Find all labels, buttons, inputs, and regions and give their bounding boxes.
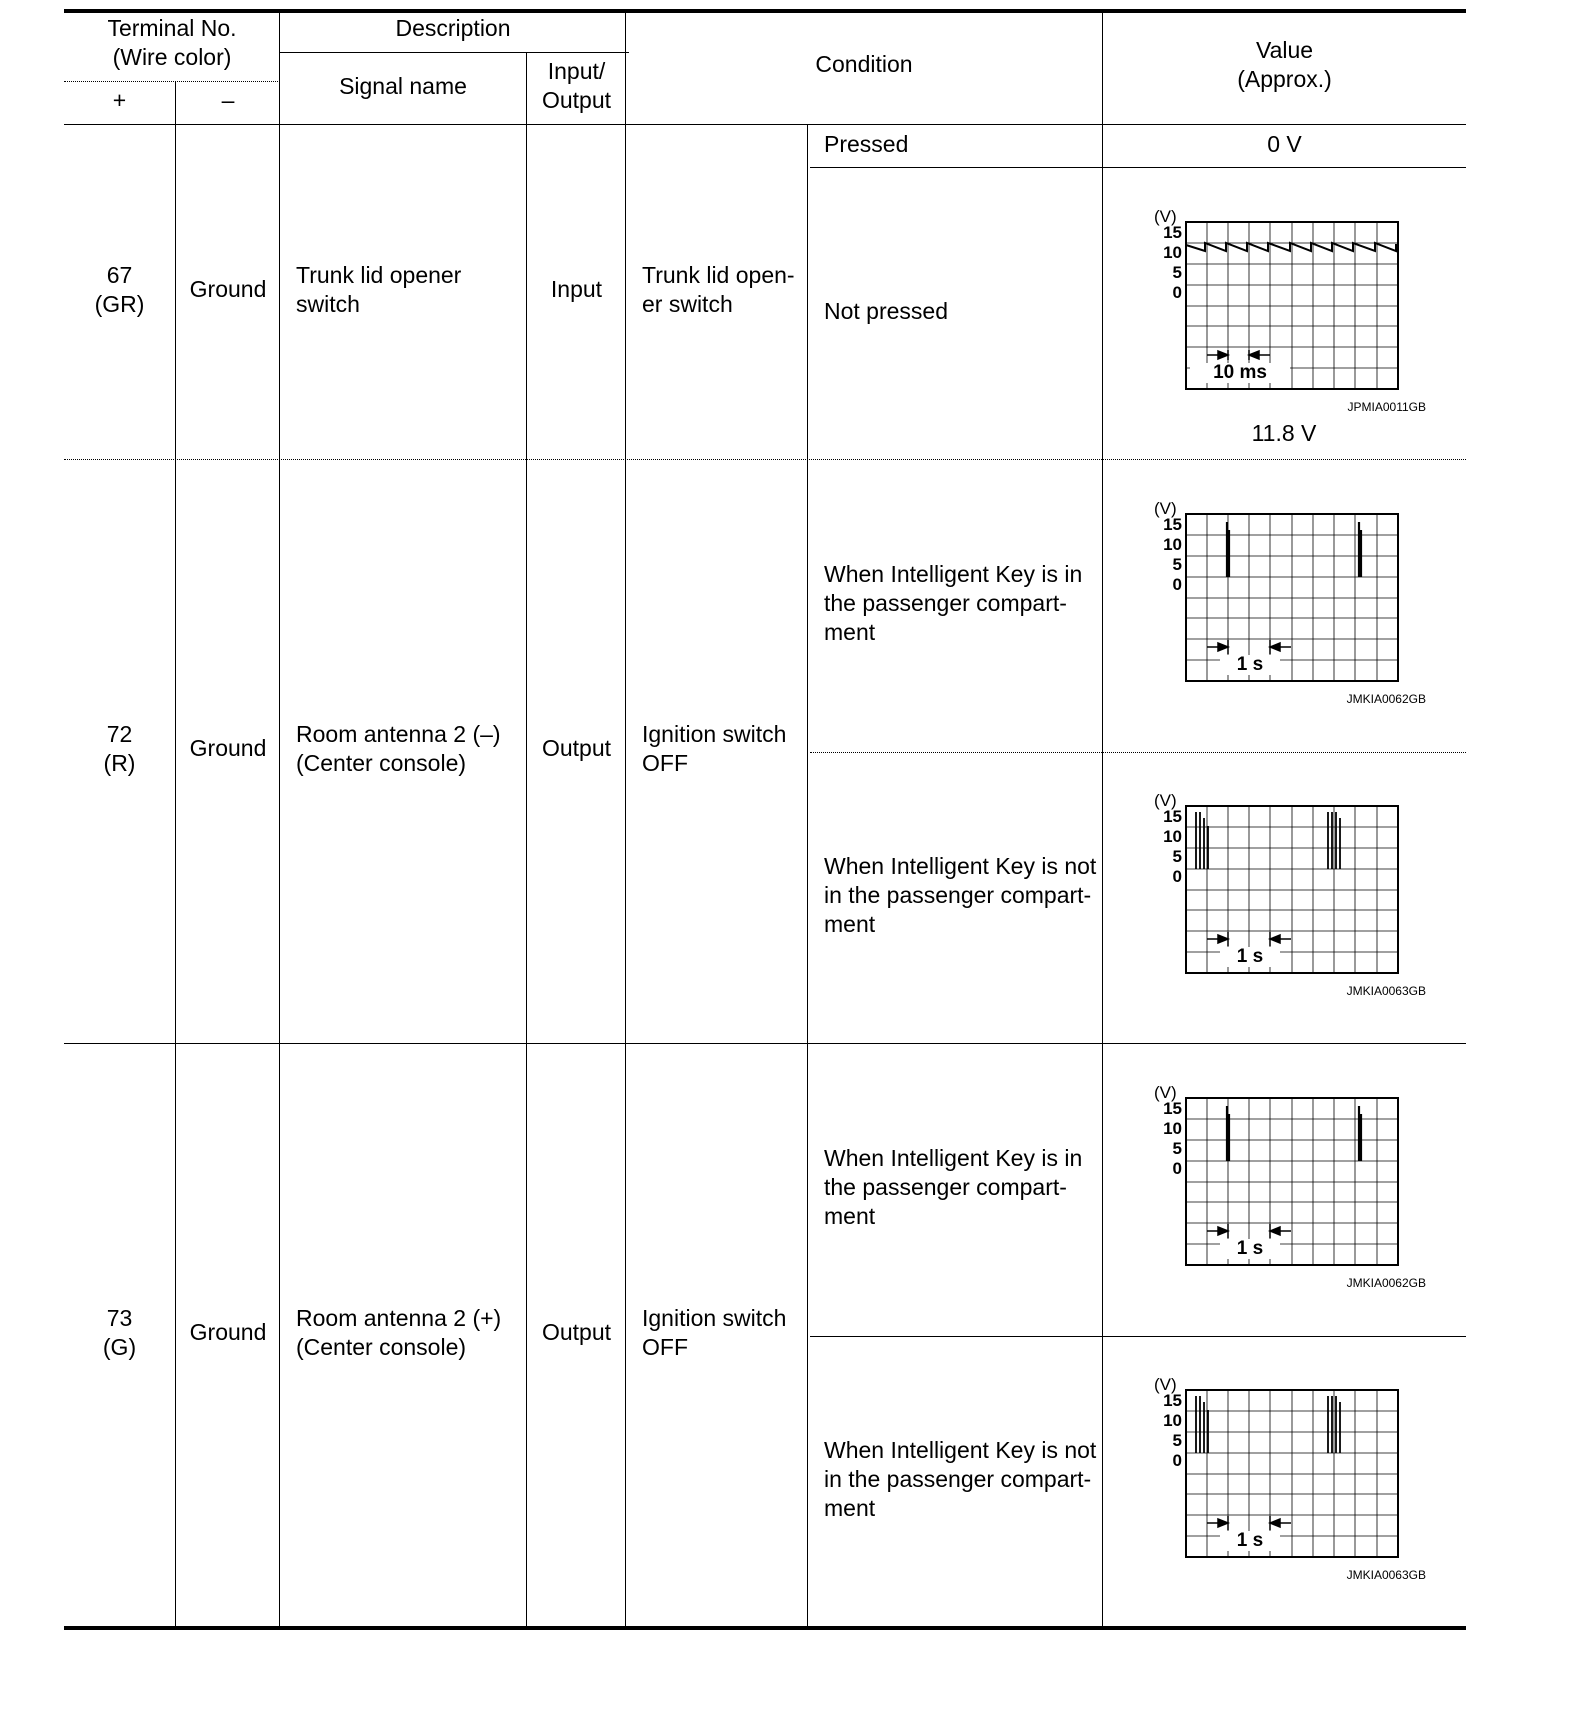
- row67-signal: Trunk lid opener switch: [296, 262, 462, 317]
- waveform-key-not-in-72-code: JMKIA0063GB: [1346, 984, 1426, 998]
- row67-terminal: 67 (GR): [94, 262, 145, 317]
- row73-sub-divider: [810, 1336, 1466, 1337]
- header-plus: +: [112, 87, 127, 113]
- waveform-key-in-73-graph: [1150, 1084, 1445, 1274]
- row72-key-in: When Intelligent Key is in the passenger compart- ment: [824, 561, 1083, 645]
- waveform-key-not-in-72-y0: 0: [1172, 867, 1182, 886]
- header-terminal-no: Terminal No. (Wire color): [107, 15, 237, 70]
- waveform-10ms-y15: 15: [1163, 223, 1182, 242]
- row72-ground: Ground: [189, 735, 267, 761]
- waveform-key-in-72-y15: 15: [1163, 515, 1182, 534]
- terminal-sub-divider: [64, 81, 280, 82]
- col-terminal-plus-minus-divider: [175, 81, 176, 1628]
- waveform-key-not-in-72-y5: 5: [1172, 847, 1182, 866]
- row67-ground: Ground: [189, 276, 267, 302]
- waveform-key-not-in-72: [1150, 792, 1445, 982]
- waveform-key-not-in-72-time: 1 s: [1220, 947, 1280, 967]
- table-top-border: [64, 9, 1466, 13]
- waveform-10ms: [1150, 208, 1445, 398]
- row72-terminal: 72 (R): [103, 721, 136, 776]
- waveform-key-not-in-72-y10: 10: [1163, 827, 1182, 846]
- row73-signal: Room antenna 2 (+) (Center console): [296, 1305, 502, 1360]
- waveform-key-in-73-unit: (V): [1154, 1083, 1177, 1102]
- col-terminal-description-divider: [279, 9, 280, 1628]
- row67-sub-divider: [810, 167, 1466, 168]
- waveform-10ms-unit: (V): [1154, 207, 1177, 226]
- table-bottom-border: [64, 1626, 1466, 1630]
- row72-bottom-border: [64, 1043, 1466, 1044]
- row72-signal: Room antenna 2 (–) (Center console): [296, 721, 501, 776]
- waveform-key-in-73-y10: 10: [1163, 1119, 1182, 1138]
- waveform-key-in-73-y5: 5: [1172, 1139, 1182, 1158]
- waveform-key-in-72: [1150, 500, 1445, 690]
- waveform-key-in-72-time: 1 s: [1220, 655, 1280, 675]
- row72-condition: Ignition switch OFF: [642, 721, 787, 776]
- waveform-10ms-y10: 10: [1163, 243, 1182, 262]
- waveform-key-in-72-unit: (V): [1154, 499, 1177, 518]
- waveform-key-not-in-73-graph: [1150, 1376, 1445, 1566]
- waveform-key-in-73-time: 1 s: [1220, 1239, 1280, 1259]
- header-description: Description: [395, 15, 511, 41]
- col-description-condition-divider: [625, 9, 626, 1628]
- waveform-key-in-73: [1150, 1084, 1445, 1274]
- row73-condition: Ignition switch OFF: [642, 1305, 787, 1360]
- row72-key-not-in: When Intelligent Key is not in the passenger compart- ment: [824, 853, 1097, 937]
- row67-io: Input: [550, 276, 603, 302]
- waveform-10ms-time: 10 ms: [1190, 363, 1290, 383]
- row73-ground: Ground: [189, 1319, 267, 1345]
- waveform-key-not-in-73-y10: 10: [1163, 1411, 1182, 1430]
- waveform-key-in-73-code: JMKIA0062GB: [1346, 1276, 1426, 1290]
- waveform-key-in-72-y0: 0: [1172, 575, 1182, 594]
- header-value: Value (Approx.): [1237, 37, 1332, 92]
- header-condition: Condition: [815, 51, 913, 77]
- col-condition-sub-divider: [807, 124, 808, 1628]
- col-condition-value-divider: [1102, 9, 1103, 1628]
- waveform-key-not-in-72-unit: (V): [1154, 791, 1177, 810]
- header-minus: –: [221, 87, 235, 113]
- row73-key-not-in: When Intelligent Key is not in the passenger compart- ment: [824, 1437, 1097, 1521]
- waveform-key-in-73-y0: 0: [1172, 1159, 1182, 1178]
- waveform-key-in-73-y15: 15: [1163, 1099, 1182, 1118]
- waveform-key-not-in-73: [1150, 1376, 1445, 1566]
- waveform-key-not-in-73-y5: 5: [1172, 1431, 1182, 1450]
- header-input-output: Input/ Output: [541, 58, 612, 113]
- row67-condition: Trunk lid open- er switch: [642, 262, 795, 317]
- waveform-key-in-72-code: JMKIA0062GB: [1346, 692, 1426, 706]
- description-sub-divider: [280, 52, 629, 53]
- waveform-10ms-y5: 5: [1172, 263, 1182, 282]
- waveform-key-not-in-73-code: JMKIA0063GB: [1346, 1568, 1426, 1582]
- row73-io: Output: [541, 1319, 612, 1345]
- waveform-key-not-in-72-y15: 15: [1163, 807, 1182, 826]
- waveform-10ms-y0: 0: [1172, 283, 1182, 302]
- row67-not-pressed-value: 11.8 V: [1251, 420, 1317, 446]
- row73-key-in: When Intelligent Key is in the passenger compart- ment: [824, 1145, 1083, 1229]
- waveform-key-in-72-y10: 10: [1163, 535, 1182, 554]
- waveform-key-in-72-y5: 5: [1172, 555, 1182, 574]
- row67-pressed-value: 0 V: [1267, 131, 1302, 157]
- waveform-key-not-in-73-y15: 15: [1163, 1391, 1182, 1410]
- header-bottom-border: [64, 124, 1466, 125]
- row72-io: Output: [541, 735, 612, 761]
- row67-pressed: Pressed: [824, 131, 909, 157]
- waveform-key-not-in-73-unit: (V): [1154, 1375, 1177, 1394]
- waveform-key-not-in-72-graph: [1150, 792, 1445, 982]
- waveform-key-not-in-73-y0: 0: [1172, 1451, 1182, 1470]
- row67-not-pressed: Not pressed: [824, 298, 949, 324]
- row72-sub-divider: [810, 752, 1466, 753]
- waveform-10ms-code: JPMIA0011GB: [1347, 400, 1426, 414]
- header-signal-name: Signal name: [339, 73, 467, 99]
- waveform-key-not-in-73-time: 1 s: [1220, 1531, 1280, 1551]
- row67-bottom-border: [64, 459, 1466, 460]
- row73-terminal: 73 (G): [102, 1305, 137, 1360]
- waveform-key-in-72-graph: [1150, 500, 1445, 690]
